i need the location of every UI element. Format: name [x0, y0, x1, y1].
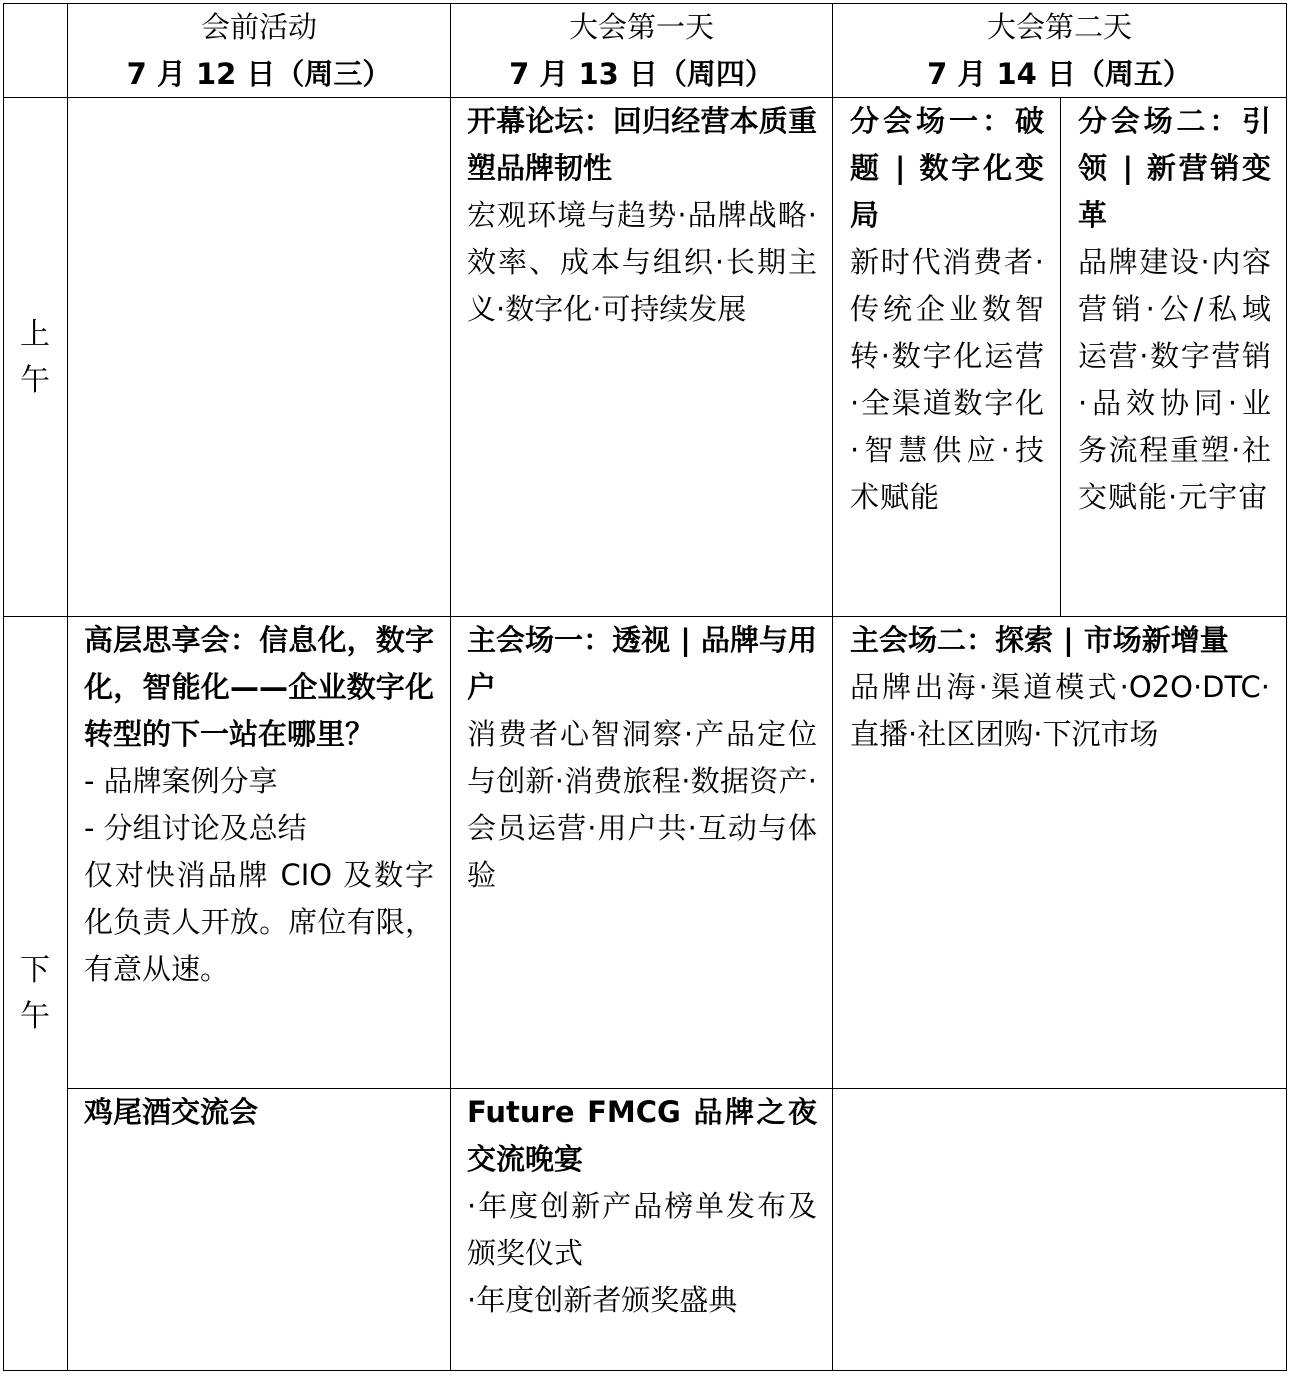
row-label-morning	[3, 312, 67, 404]
session-executive-forum	[84, 617, 434, 993]
session-cocktail	[84, 1089, 434, 1136]
session-title: 高层思享会：信息化，数字化，智能化——企业数字化转型的下一站在哪里？	[84, 623, 434, 751]
session-brand-night	[467, 1089, 817, 1324]
session-main-hall-2	[850, 617, 1270, 758]
session-title: 分会场一：破题 | 数字化变局	[850, 104, 1045, 232]
table-border-bottom	[3, 1370, 1287, 1371]
session-topics: 宏观环境与趋势·品牌战略·效率、成本与组织·长期主义·数字化·可持续发展	[467, 198, 817, 326]
session-title: Future FMCG 品牌之夜交流晚宴	[467, 1095, 817, 1176]
session-branch-2	[1078, 98, 1272, 521]
session-title: 分会场二：引领 | 新营销变革	[1078, 104, 1272, 232]
row-label-text: 上午	[20, 317, 50, 398]
header-date: 7 月 14 日（周五）	[927, 57, 1192, 91]
session-item: - 品牌案例分享	[84, 764, 278, 798]
session-topics: 新时代消费者·传统企业数智转·数字化运营·全渠道数字化·智慧供应·技术赋能	[850, 245, 1045, 514]
table-border-left	[3, 3, 4, 1371]
session-note: 仅对快消品牌 CIO 及数字化负责人开放。席位有限，有意从速。	[84, 858, 434, 986]
session-opening-forum	[467, 98, 817, 333]
header-title: 会前活动	[200, 10, 317, 44]
header-title: 大会第二天	[986, 10, 1132, 44]
header-date: 7 月 13 日（周四）	[509, 57, 774, 91]
session-main-hall-1	[467, 617, 817, 899]
row-label-text: 下午	[20, 953, 50, 1034]
session-item: - 分组讨论及总结	[84, 811, 307, 845]
session-topics: 品牌建设·内容营销·公/私域运营·数字营销·品效协同·业务流程重塑·社交赋能·元宇宙	[1078, 245, 1272, 514]
session-title: 主会场二：探索 | 市场新增量	[850, 623, 1229, 657]
col-divider-1	[450, 3, 451, 1371]
row-label-divider	[67, 3, 68, 1371]
session-topics: 品牌出海·渠道模式·O2O·DTC·直播·社区团购·下沉市场	[850, 670, 1270, 751]
header-day-2	[833, 4, 1286, 97]
session-item: ·年度创新产品榜单发布及颁奖仪式	[467, 1189, 817, 1270]
table-border-right	[1286, 3, 1287, 1371]
session-title: 主会场一：透视 | 品牌与用户	[467, 623, 817, 704]
session-title: 开幕论坛：回归经营本质重塑品牌韧性	[467, 104, 817, 185]
session-divider	[1060, 97, 1061, 617]
header-date: 7 月 12 日（周三）	[126, 57, 392, 91]
header-day-1	[451, 4, 832, 97]
session-topics: 消费者心智洞察·产品定位与创新·消费旅程·数据资产·会员运营·用户共·互动与体验	[467, 717, 817, 892]
row-label-afternoon	[3, 948, 67, 1040]
session-branch-1	[850, 98, 1045, 521]
header-title: 大会第一天	[568, 10, 714, 44]
header-pre-event	[68, 4, 450, 97]
col-divider-2	[832, 3, 833, 1371]
session-title: 鸡尾酒交流会	[84, 1095, 259, 1129]
session-item: ·年度创新者颁奖盛典	[467, 1283, 738, 1317]
